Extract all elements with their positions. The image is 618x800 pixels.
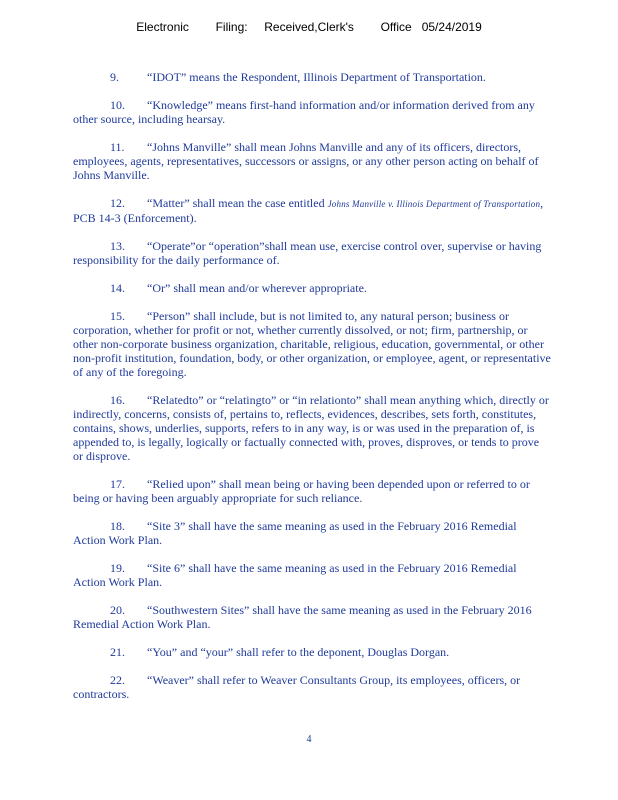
definition-number: 15. [110,309,125,323]
definition-text: “Or” shall mean and/or wherever appropriate. [147,281,367,295]
definition-number: 12. [110,196,125,210]
definition-14 [73,281,551,295]
definition-number: 18. [110,519,125,533]
definition-13 [73,239,551,267]
definition-text: “Southwestern Sites” shall have the same meaning as used in the February 2016 Remedial Action Work Plan. [73,603,532,631]
definition-number: 20. [110,603,125,617]
definition-19 [73,561,551,589]
definition-15 [73,309,551,379]
definition-text: “Operate”or “operation”shall mean use, exercise control over, supervise or having responsibility for the daily performance of. [73,239,542,267]
definition-text: “IDOT” means the Respondent, Illinois Department of Transportation. [147,70,486,84]
definition-9 [73,70,551,84]
definition-text: “Person” shall include, but is not limited to, any natural person; business or corporation, whether for profit or not, whether currently dissolved, or not; firm, partnership, or other non-corporate business organization, charitable, religious, education, governmental, or other non-profit institution, foundation, body, or other organization, or employee, agent, or representative of any of the foregoing. [73,309,551,379]
definition-number: 19. [110,561,125,575]
definition-number: 9. [110,70,119,84]
definition-text: “You” and “your” shall refer to the deponent, Douglas Dorgan. [147,645,450,659]
definition-number: 14. [110,281,125,295]
definition-text: “Johns Manville” shall mean Johns Manville and any of its officers, directors, employees, agents, representatives, successors or assigns, or any other person acting on behalf of Johns Manville. [73,140,539,182]
definition-18 [73,519,551,547]
definition-10 [73,98,551,126]
definition-number: 16. [110,393,125,407]
definition-20 [73,603,551,631]
case-name: Johns Manville v. Illinois Department of Transportation [327,199,541,209]
definition-number: 22. [110,673,125,687]
definition-text: “Site 6” shall have the same meaning as used in the February 2016 Remedial Action Work Plan. [73,561,517,589]
definition-number: 21. [110,645,125,659]
definition-text: “Matter” shall mean the case entitled [147,196,328,210]
definition-12 [73,196,551,225]
definition-22 [73,673,551,701]
definition-text: “Relied upon” shall mean being or having been depended upon or referred to or being or having been arguably appropriate for such reliance. [73,477,530,505]
definition-text: “Knowledge” means first-hand information and/or information derived from any other source, including hearsay. [73,98,535,126]
definition-text: “Weaver” shall refer to Weaver Consultants Group, its employees, officers, or contractors. [73,673,521,701]
definition-11 [73,140,551,182]
definition-21 [73,645,551,659]
definitions-list [73,70,551,715]
definition-number: 17. [110,477,125,491]
definition-number: 11. [110,140,125,154]
definition-text: “Relatedto” or “relatingto” or “in relationto” shall mean anything which, directly or indirectly, concerns, consists of, pertains to, reflects, evidences, describes, sets forth, constitutes, contains, shows, underlies, supports, refers to in any way, is or was used in the preparation of, is appended to, is legally, logically or factually connected with, proves, disproves, or tends to prove or disprove. [73,393,549,463]
definition-text-after: , PCB 14-3 (Enforcement). [73,196,544,225]
definition-16 [73,393,551,463]
definition-17 [73,477,551,505]
definition-number: 13. [110,239,125,253]
definition-text: “Site 3” shall have the same meaning as used in the February 2016 Remedial Action Work Plan. [73,519,517,547]
definition-number: 10. [110,98,125,112]
page-number: 4 [306,734,312,745]
filing-header: Electronic Filing: Received,Clerk's Office 05/24/2019 [136,20,482,34]
